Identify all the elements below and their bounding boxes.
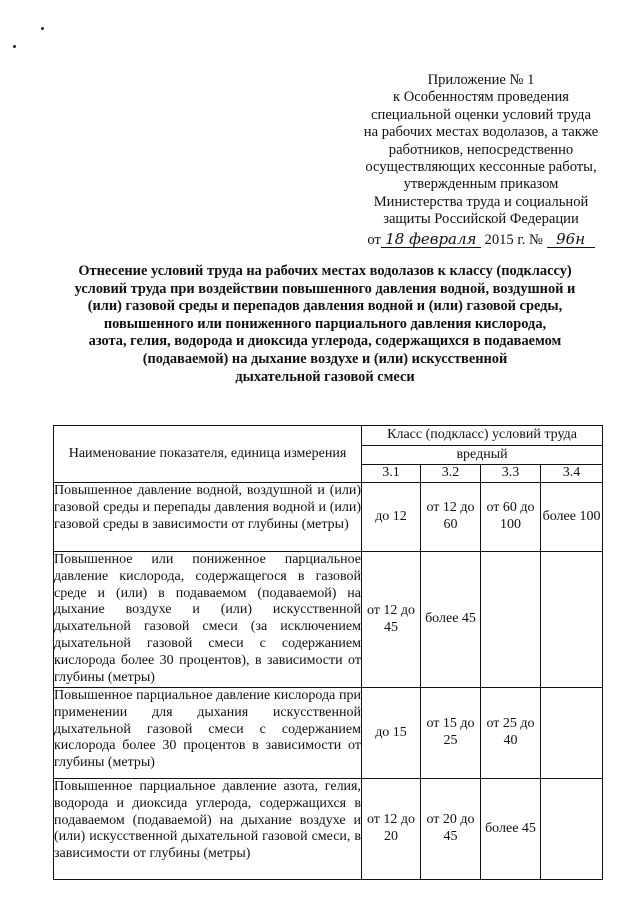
appendix-line: Министерства труда и социальной bbox=[373, 193, 589, 210]
header-subclass: 3.4 bbox=[541, 465, 603, 483]
appendix-line: специальной оценки условий труда bbox=[371, 106, 591, 123]
header-subclass: 3.1 bbox=[362, 465, 421, 483]
appendix-block bbox=[352, 72, 610, 249]
document-title bbox=[55, 263, 595, 386]
year-number-text: 2015 г. № bbox=[484, 231, 543, 248]
class-value: до 12 bbox=[362, 483, 421, 552]
class-value: от 60 до 100 bbox=[481, 483, 541, 552]
class-value: от 12 до 60 bbox=[421, 483, 481, 552]
scan-speck bbox=[41, 27, 44, 30]
class-value: от 12 до 20 bbox=[362, 779, 421, 880]
classification-table bbox=[53, 425, 603, 880]
title-line: (подаваемой) на дыхание воздухе и (или) искусственной bbox=[142, 350, 508, 367]
table-row bbox=[54, 779, 603, 880]
title-line: азота, гелия, водорода и диоксида углерода, содержащихся в подаваемом bbox=[88, 333, 562, 350]
handwritten-date: 18 февраля bbox=[381, 231, 481, 248]
class-value: более 45 bbox=[421, 552, 481, 688]
appendix-line: утвержденным приказом bbox=[403, 176, 559, 193]
class-value: от 15 до 25 bbox=[421, 688, 481, 779]
class-value: до 15 bbox=[362, 688, 421, 779]
table-row bbox=[54, 552, 603, 688]
class-value bbox=[541, 688, 603, 779]
order-date-line bbox=[352, 231, 610, 249]
indicator-name: Повышенное парциальное давление кислорода при применении для дыхания искусственной дыхательной газовой смеси с содержанием кислорода более 30 процентов в зависимости от глубины (метры) bbox=[54, 688, 362, 779]
handwritten-order-number: 96н bbox=[547, 231, 595, 248]
title-line: условий труда при воздействии повышенного давления водной, воздушной и bbox=[74, 280, 576, 297]
header-class: Класс (подкласс) условий труда bbox=[362, 426, 603, 446]
class-value: от 20 до 45 bbox=[421, 779, 481, 880]
indicator-name: Повышенное парциальное давление азота, гелия, водорода и диоксида углерода, содержащихся в подаваемом (подаваемой) на дыхание воздухе и (или) искусственной дыхательной газовой смеси, в зависимости от глубины (метры) bbox=[54, 779, 362, 880]
title-line: Отнесение условий труда на рабочих местах водолазов к классу (подклассу) bbox=[78, 263, 572, 279]
table-row bbox=[54, 688, 603, 779]
header-harmful: вредный bbox=[362, 446, 603, 465]
appendix-line: осуществляющих кессонные работы, bbox=[365, 159, 597, 176]
class-value bbox=[541, 779, 603, 880]
table-row bbox=[54, 483, 603, 552]
indicator-name: Повышенное давление водной, воздушной и (или) газовой среды и перепады давления водной и (или) газовой среды в зависимости от глубины (метры) bbox=[54, 483, 362, 552]
title-line: повышенного или пониженного парциального давления кислорода, bbox=[103, 315, 547, 332]
class-value bbox=[541, 552, 603, 688]
class-value: от 12 до 45 bbox=[362, 552, 421, 688]
appendix-line: к Особенностям проведения bbox=[392, 89, 570, 106]
appendix-line: работников, непосредственно bbox=[388, 141, 574, 158]
class-value: более 45 bbox=[481, 779, 541, 880]
title-line: дыхательной газовой смеси bbox=[235, 368, 415, 385]
class-value: более 100 bbox=[541, 483, 603, 552]
date-prefix: от bbox=[367, 231, 381, 248]
appendix-line: Приложение № 1 bbox=[427, 72, 535, 88]
appendix-line: на рабочих местах водолазов, а также bbox=[363, 124, 599, 141]
appendix-line: защиты Российской Федерации bbox=[383, 211, 579, 228]
scan-speck bbox=[13, 45, 16, 48]
header-subclass: 3.3 bbox=[481, 465, 541, 483]
indicator-name: Повышенное или пониженное парциальное давление кислорода, содержащегося в газовой среде и (или) в подаваемом (подаваемой) на дыхание воздухе и (или) искусственной дыхательной газовой смеси (за исключением дыхательной газовой смеси с содержанием кислорода более 30 процентов), в зависимости от глубины (метры) bbox=[54, 552, 362, 688]
header-indicator-name: Наименование показателя, единица измерения bbox=[54, 426, 362, 483]
class-value bbox=[481, 552, 541, 688]
class-value: от 25 до 40 bbox=[481, 688, 541, 779]
title-line: (или) газовой среды и перепадов давления водной и (или) газовой среды, bbox=[87, 298, 563, 315]
header-subclass: 3.2 bbox=[421, 465, 481, 483]
